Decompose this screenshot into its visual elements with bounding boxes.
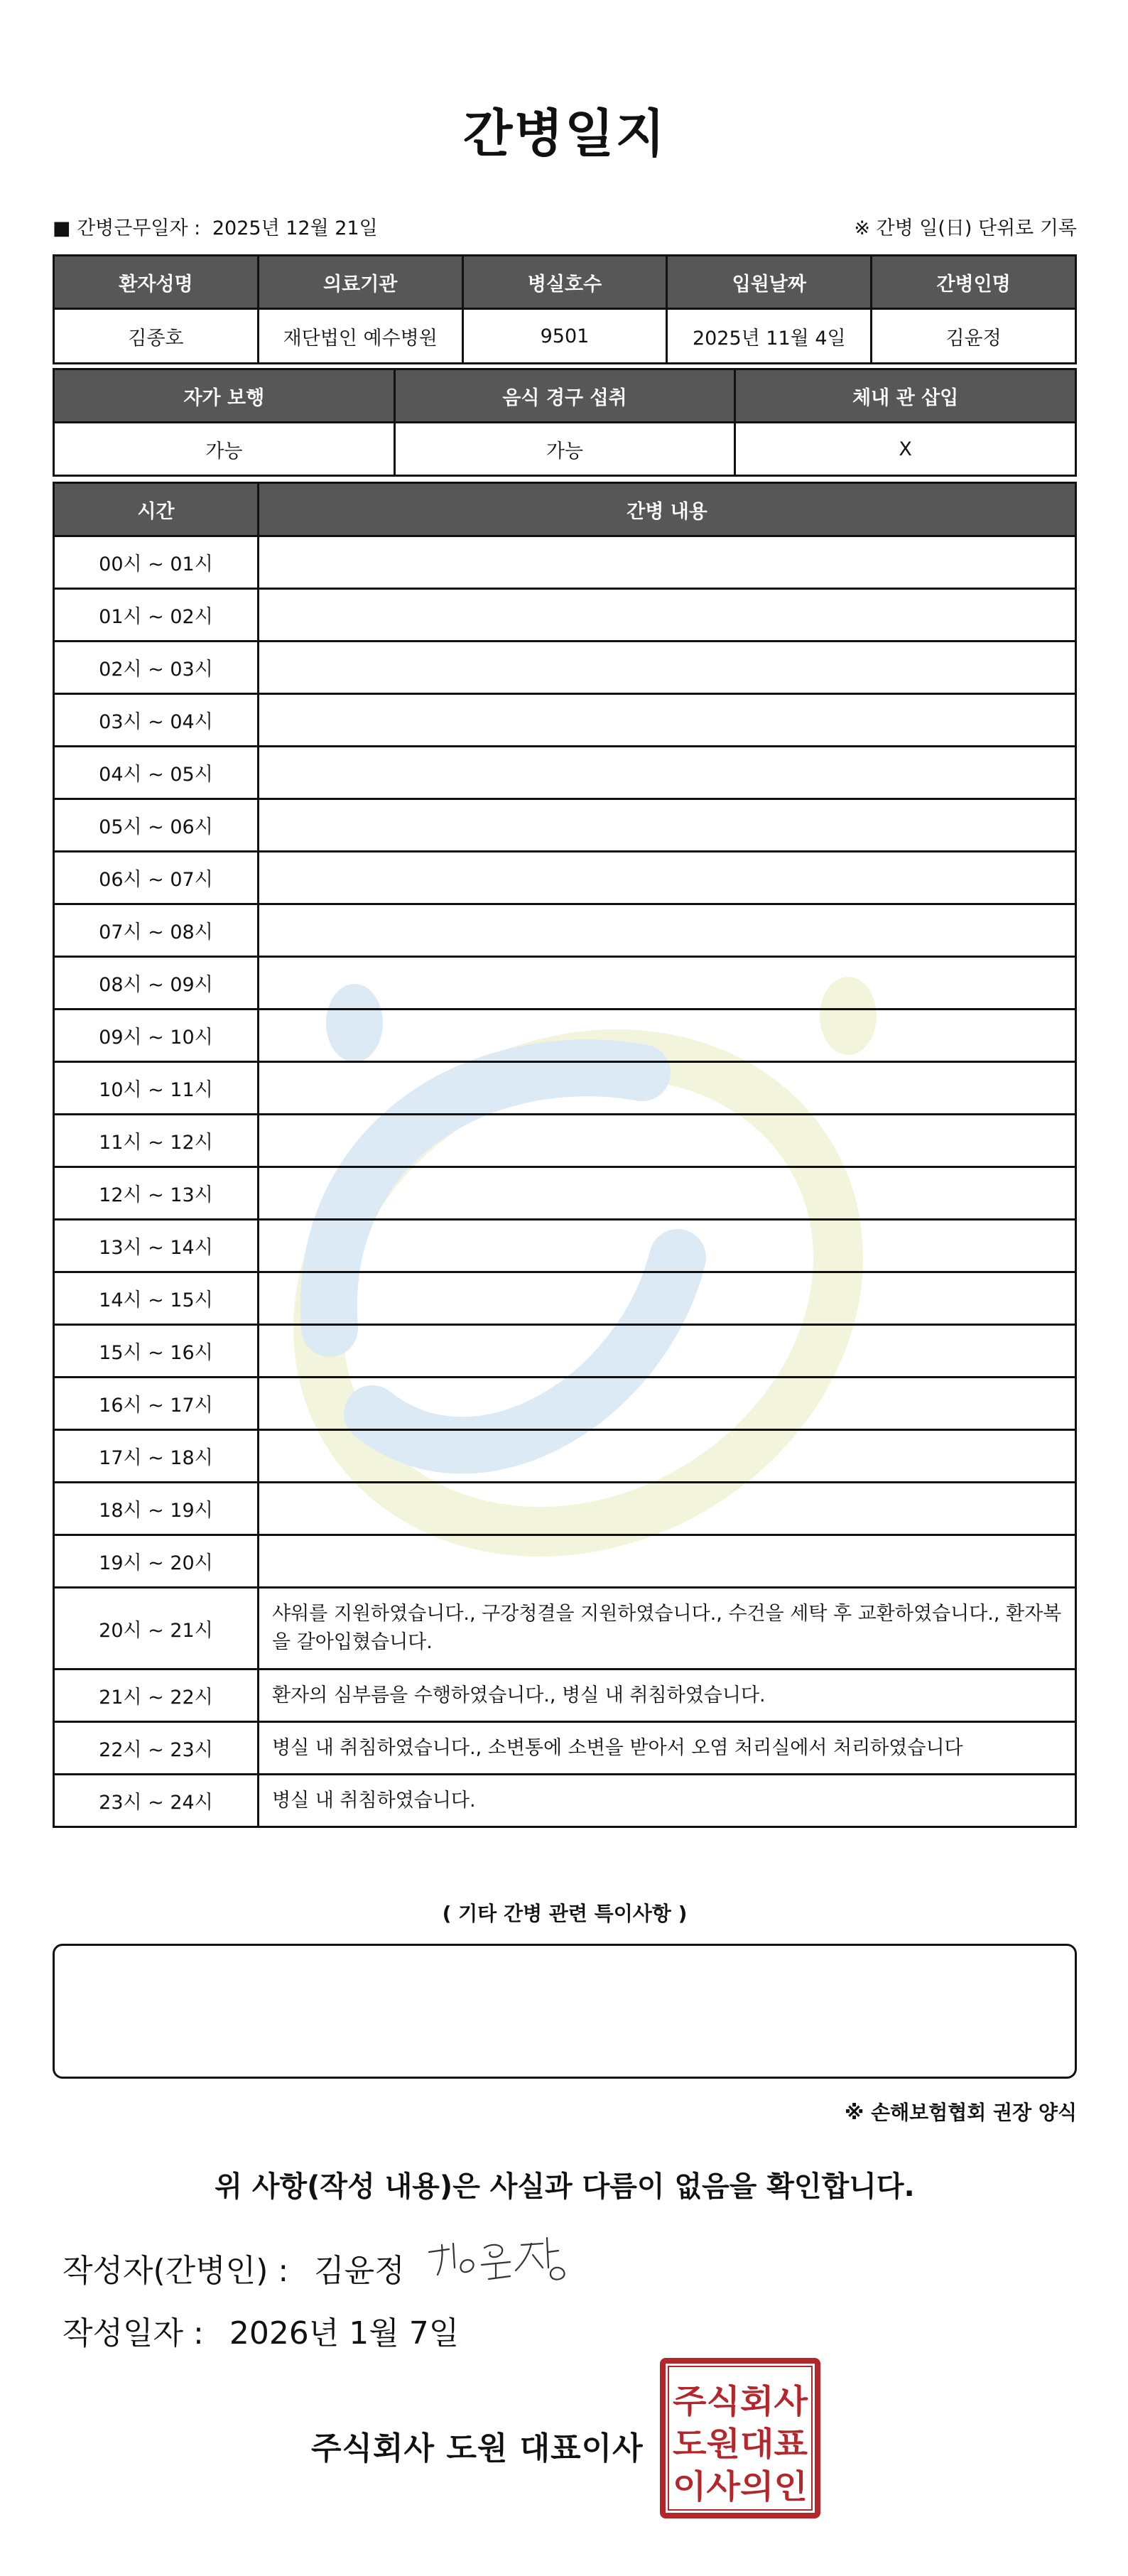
company-seal bbox=[659, 2357, 821, 2519]
log-time: 04시 ~ 05시 bbox=[54, 747, 259, 799]
header-time: 시간 bbox=[54, 483, 259, 536]
log-content: 환자의 심부름을 수행하였습니다., 병실 내 취침하였습니다. bbox=[259, 1669, 1076, 1722]
work-date bbox=[53, 212, 384, 240]
header-oral-intake: 음식 경구 섭취 bbox=[394, 369, 735, 423]
page-title: 간병일지 bbox=[462, 104, 667, 163]
log-time: 09시 ~ 10시 bbox=[54, 1010, 259, 1062]
log-row bbox=[54, 1062, 1076, 1115]
log-content bbox=[259, 1115, 1076, 1167]
patient-name: 김종호 bbox=[54, 309, 259, 364]
log-content bbox=[259, 642, 1076, 694]
log-content bbox=[259, 799, 1076, 852]
log-rows bbox=[54, 536, 1076, 1827]
log-content bbox=[259, 1483, 1076, 1535]
log-time: 20시 ~ 21시 bbox=[54, 1588, 259, 1669]
hourly-log-table bbox=[53, 482, 1077, 1828]
log-row bbox=[54, 1430, 1076, 1483]
log-content: 병실 내 취침하였습니다. bbox=[259, 1775, 1076, 1827]
log-time: 00시 ~ 01시 bbox=[54, 536, 259, 589]
log-row bbox=[54, 1167, 1076, 1220]
admission-date: 2025년 11월 4일 bbox=[667, 309, 872, 364]
special-notes-box bbox=[53, 1944, 1077, 2079]
daily-record-note: ※ 간병 일(日) 단위로 기록 bbox=[854, 217, 1077, 239]
log-time: 17시 ~ 18시 bbox=[54, 1430, 259, 1483]
log-row bbox=[54, 1272, 1076, 1325]
log-content bbox=[259, 1325, 1076, 1378]
header-caregiver: 간병인명 bbox=[872, 256, 1076, 309]
log-content bbox=[259, 1167, 1076, 1220]
room-number: 9501 bbox=[462, 309, 667, 364]
seal-text-line: 이사의인 bbox=[673, 2467, 808, 2506]
log-content: 샤워를 지원하였습니다., 구강청결을 지원하였습니다., 수건을 세탁 후 교환하였습니다., 환자복을 갈아입혔습니다. bbox=[259, 1588, 1076, 1669]
log-row bbox=[54, 536, 1076, 589]
log-content bbox=[259, 904, 1076, 957]
meta-row bbox=[53, 212, 1077, 240]
header-care-content: 간병 내용 bbox=[259, 483, 1076, 536]
log-time: 10시 ~ 11시 bbox=[54, 1062, 259, 1115]
walking-status: 가능 bbox=[54, 423, 395, 476]
log-row bbox=[54, 589, 1076, 642]
log-row bbox=[54, 747, 1076, 799]
log-time: 16시 ~ 17시 bbox=[54, 1378, 259, 1430]
log-content bbox=[259, 852, 1076, 904]
write-date-label: 작성일자 : bbox=[63, 2315, 204, 2352]
work-date-label: ■ 간병근무일자 : bbox=[53, 217, 201, 239]
header-tube-insertion: 체내 관 삽입 bbox=[735, 369, 1076, 423]
tube-insertion-status: X bbox=[735, 423, 1076, 476]
log-time: 19시 ~ 20시 bbox=[54, 1535, 259, 1588]
log-row bbox=[54, 799, 1076, 852]
header-walking: 자가 보행 bbox=[54, 369, 395, 423]
log-row bbox=[54, 957, 1076, 1010]
log-content bbox=[259, 957, 1076, 1010]
log-content bbox=[259, 1062, 1076, 1115]
company-representative: 주식회사 도원 대표이사 bbox=[311, 2430, 644, 2467]
log-time: 05시 ~ 06시 bbox=[54, 799, 259, 852]
log-content bbox=[259, 1430, 1076, 1483]
oral-intake-status: 가능 bbox=[394, 423, 735, 476]
writer-name: 김윤정 bbox=[314, 2253, 405, 2289]
header-patient-name: 환자성명 bbox=[54, 256, 259, 309]
log-time: 02시 ~ 03시 bbox=[54, 642, 259, 694]
work-date-value: 2025년 12월 21일 bbox=[212, 217, 378, 239]
log-time: 18시 ~ 19시 bbox=[54, 1483, 259, 1535]
log-time: 22시 ~ 23시 bbox=[54, 1722, 259, 1775]
header-hospital: 의료기관 bbox=[258, 256, 462, 309]
log-row bbox=[54, 1483, 1076, 1535]
log-row bbox=[54, 1722, 1076, 1775]
recommended-form-note: ※ 손해보험협회 권장 양식 bbox=[845, 2101, 1077, 2124]
hospital: 재단법인 예수병원 bbox=[258, 309, 462, 364]
write-date-line bbox=[63, 2307, 459, 2353]
log-time: 12시 ~ 13시 bbox=[54, 1167, 259, 1220]
log-row bbox=[54, 1010, 1076, 1062]
log-content bbox=[259, 747, 1076, 799]
special-notes-title: ( 기타 간병 관련 특이사항 ) bbox=[442, 1902, 688, 1925]
seal-text-line: 주식회사 bbox=[673, 2382, 808, 2420]
patient-info-table bbox=[53, 254, 1077, 364]
log-time: 14시 ~ 15시 bbox=[54, 1272, 259, 1325]
log-time: 21시 ~ 22시 bbox=[54, 1669, 259, 1722]
log-time: 01시 ~ 02시 bbox=[54, 589, 259, 642]
header-room: 병실호수 bbox=[462, 256, 667, 309]
log-content bbox=[259, 1535, 1076, 1588]
write-date-value: 2026년 1월 7일 bbox=[229, 2315, 460, 2352]
log-row bbox=[54, 904, 1076, 957]
log-content bbox=[259, 694, 1076, 747]
log-content: 병실 내 취침하였습니다., 소변통에 소변을 받아서 오염 처리실에서 처리하였습니다 bbox=[259, 1722, 1076, 1775]
log-row bbox=[54, 1588, 1076, 1669]
log-time: 15시 ~ 16시 bbox=[54, 1325, 259, 1378]
log-time: 08시 ~ 09시 bbox=[54, 957, 259, 1010]
log-row bbox=[54, 694, 1076, 747]
log-row bbox=[54, 1669, 1076, 1722]
writer-line bbox=[63, 2245, 405, 2290]
log-content bbox=[259, 589, 1076, 642]
log-content bbox=[259, 536, 1076, 589]
log-content bbox=[259, 1010, 1076, 1062]
log-content bbox=[259, 1378, 1076, 1430]
log-row bbox=[54, 1378, 1076, 1430]
log-row bbox=[54, 1325, 1076, 1378]
log-row bbox=[54, 642, 1076, 694]
handwritten-signature bbox=[422, 2224, 607, 2288]
caregiver-name: 김윤정 bbox=[872, 309, 1076, 364]
seal-text-line: 도원대표 bbox=[673, 2425, 808, 2463]
header-admission-date: 입원날짜 bbox=[667, 256, 872, 309]
log-row bbox=[54, 1535, 1076, 1588]
log-row bbox=[54, 852, 1076, 904]
log-row bbox=[54, 1775, 1076, 1827]
log-content bbox=[259, 1272, 1076, 1325]
log-time: 03시 ~ 04시 bbox=[54, 694, 259, 747]
log-row bbox=[54, 1220, 1076, 1272]
confirmation-statement: 위 사항(작성 내용)은 사실과 다름이 없음을 확인합니다. bbox=[215, 2170, 915, 2203]
log-row bbox=[54, 1115, 1076, 1167]
log-time: 11시 ~ 12시 bbox=[54, 1115, 259, 1167]
log-time: 23시 ~ 24시 bbox=[54, 1775, 259, 1827]
log-time: 06시 ~ 07시 bbox=[54, 852, 259, 904]
log-time: 07시 ~ 08시 bbox=[54, 904, 259, 957]
patient-status-table bbox=[53, 368, 1077, 477]
log-content bbox=[259, 1220, 1076, 1272]
writer-label: 작성자(간병인) : bbox=[63, 2253, 289, 2289]
log-time: 13시 ~ 14시 bbox=[54, 1220, 259, 1272]
